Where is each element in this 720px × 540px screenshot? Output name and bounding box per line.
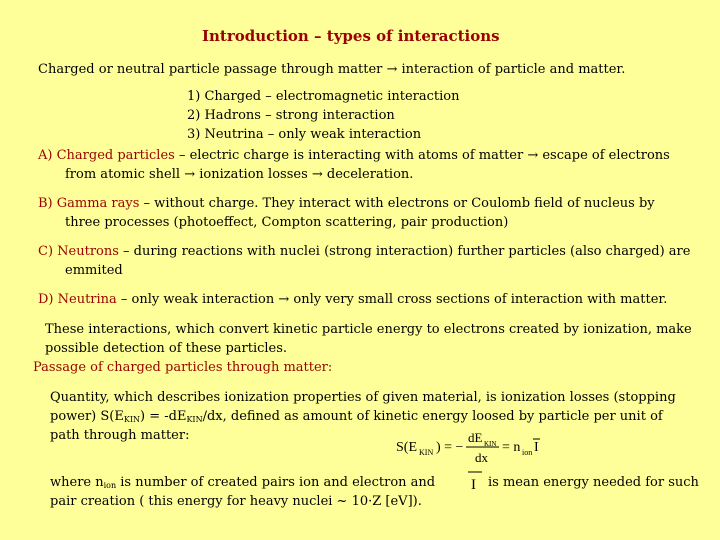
quantity-line3: path through matter: — [50, 428, 190, 443]
formula-rhs: = n — [502, 440, 521, 455]
paragraph-b-label: B) Gamma rays — [38, 196, 140, 211]
paragraph-b-line2: three processes (photoeffect, Compton scattering, pair production) — [65, 215, 509, 230]
intro-text: Charged or neutral particle passage through matter → interaction of particle and matter. — [38, 62, 626, 77]
paragraph-b-text: – without charge. They interact with electrons or Coulomb field of nucleus by — [139, 196, 655, 211]
where-line1 — [50, 474, 435, 495]
paragraph-a-line2: from atomic shell → ionization losses → deceleration. — [65, 167, 414, 182]
svg-text:I: I — [471, 477, 476, 493]
passage-heading: Passage of charged particles through matter: — [33, 360, 333, 375]
quantity-line1: Quantity, which describes ionization properties of given material, is ionization losses (stopping — [50, 390, 676, 405]
slide-title: Introduction – types of interactions — [202, 27, 500, 45]
quantity-text: /dx, defined as amount of kinetic energy loosed by particle per unit of — [202, 409, 663, 424]
quantity-subscript: KIN — [123, 415, 140, 424]
where-text: is number of created pairs ion and electron and — [116, 475, 436, 490]
paragraph-d-text: – only weak interaction → only very small cross sections of interaction with matter. — [116, 292, 668, 307]
summary-line1: These interactions, which convert kinetic particle energy to electrons created by ionization, make — [45, 322, 692, 337]
list-item-charged: 1) Charged – electromagnetic interaction — [187, 89, 460, 104]
where-line2: pair creation ( this energy for heavy nuclei ~ 10·Z [eV]). — [50, 494, 422, 509]
where-line1-end: is mean energy needed for such — [488, 475, 699, 490]
paragraph-d-label: D) Neutrina — [38, 292, 117, 307]
paragraph-c-text: – during reactions with nuclei (strong interaction) further particles (also charged) are — [118, 244, 691, 259]
formula-numerator: dE — [468, 430, 483, 445]
paragraph-c-line2: emmited — [65, 263, 123, 278]
paragraph-c-line1 — [38, 243, 690, 261]
where-subscript: ion — [103, 481, 117, 490]
formula-numerator-sub: KIN — [484, 440, 497, 448]
stopping-power-formula — [396, 428, 541, 468]
formula-lhs-sub: KIN — [419, 448, 434, 457]
paragraph-b-line1 — [38, 195, 655, 213]
formula-lhs-close: ) = − — [436, 440, 464, 455]
summary-line2: possible detection of these particles. — [45, 341, 288, 356]
paragraph-c-label: C) Neutrons — [38, 244, 119, 259]
list-item-neutrina: 3) Neutrina – only weak interaction — [187, 127, 422, 142]
mean-energy-symbol — [464, 468, 486, 496]
formula-rhs-sub: ion — [522, 448, 533, 457]
paragraph-a-label: A) Charged particles — [38, 148, 175, 163]
formula-rhs-i: I — [534, 440, 539, 455]
where-text: where n — [50, 475, 104, 490]
list-item-hadrons: 2) Hadrons – strong interaction — [187, 108, 395, 123]
paragraph-d-line1 — [38, 291, 667, 309]
quantity-subscript: KIN — [186, 415, 203, 424]
quantity-line2 — [50, 408, 663, 429]
formula-denominator: dx — [475, 450, 488, 465]
quantity-text: ) = -dE — [140, 409, 187, 424]
quantity-text: power) S(E — [50, 409, 124, 424]
paragraph-a-line1 — [38, 147, 670, 165]
formula-lhs: S(E — [396, 440, 417, 455]
paragraph-a-text: – electric charge is interacting with atoms of matter → escape of electrons — [174, 148, 670, 163]
